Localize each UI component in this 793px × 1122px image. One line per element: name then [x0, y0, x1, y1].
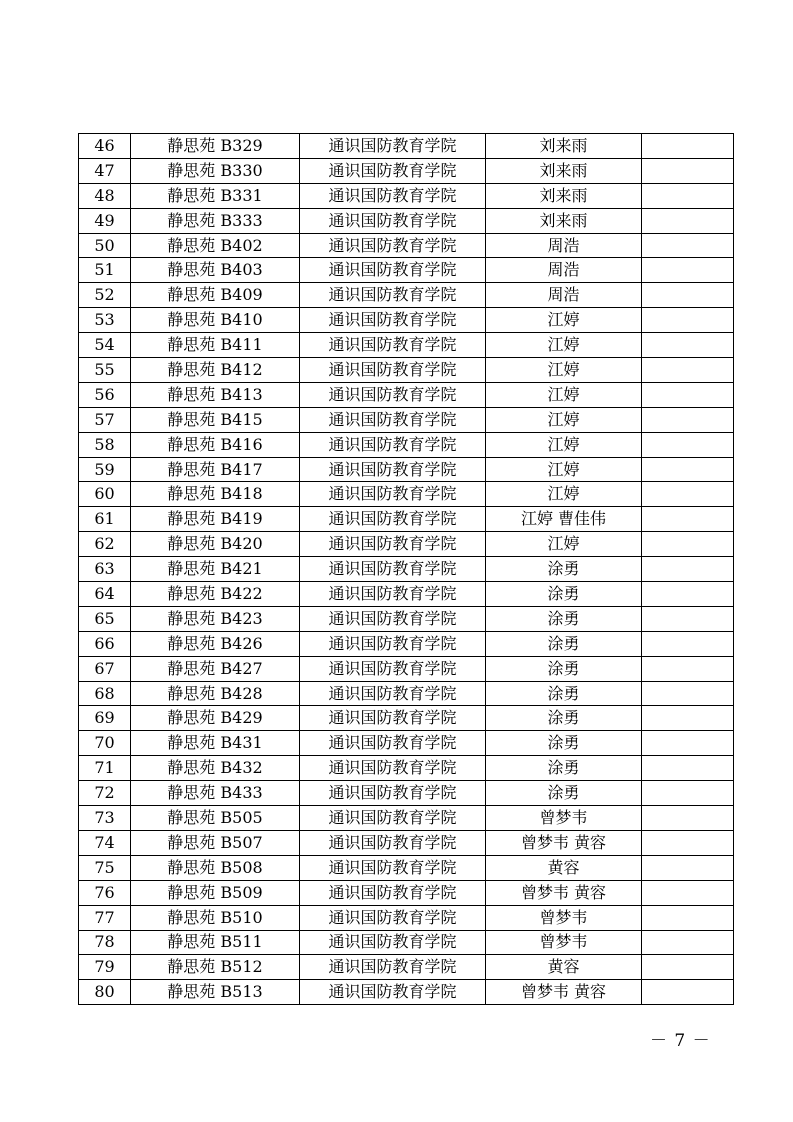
- row-number-cell: 58: [79, 432, 131, 457]
- room-cell: 静思苑 B505: [131, 806, 300, 831]
- teacher-cell: 涂勇: [486, 631, 642, 656]
- room-cell: 静思苑 B509: [131, 880, 300, 905]
- note-cell: [642, 134, 734, 159]
- college-cell: 通识国防教育学院: [300, 432, 486, 457]
- row-number-cell: 63: [79, 557, 131, 582]
- table-row: [79, 532, 734, 557]
- teacher-cell: 刘来雨: [486, 134, 642, 159]
- row-number-cell: 78: [79, 930, 131, 955]
- teacher-cell: 曾梦韦: [486, 930, 642, 955]
- row-number-cell: 68: [79, 681, 131, 706]
- table-row: [79, 781, 734, 806]
- room-cell: 静思苑 B410: [131, 308, 300, 333]
- note-cell: [642, 532, 734, 557]
- note-cell: [642, 706, 734, 731]
- row-number-cell: 57: [79, 407, 131, 432]
- teacher-cell: 涂勇: [486, 781, 642, 806]
- room-cell: 静思苑 B413: [131, 382, 300, 407]
- note-cell: [642, 208, 734, 233]
- room-cell: 静思苑 B427: [131, 656, 300, 681]
- college-cell: 通识国防教育学院: [300, 706, 486, 731]
- row-number-cell: 76: [79, 880, 131, 905]
- note-cell: [642, 283, 734, 308]
- room-cell: 静思苑 B331: [131, 183, 300, 208]
- college-cell: 通识国防教育学院: [300, 208, 486, 233]
- table-row: [79, 731, 734, 756]
- teacher-cell: 江婷: [486, 407, 642, 432]
- row-number-cell: 80: [79, 980, 131, 1005]
- room-cell: 静思苑 B420: [131, 532, 300, 557]
- college-cell: 通识国防教育学院: [300, 855, 486, 880]
- table-row: [79, 208, 734, 233]
- note-cell: [642, 631, 734, 656]
- room-cell: 静思苑 B431: [131, 731, 300, 756]
- room-cell: 静思苑 B416: [131, 432, 300, 457]
- table-row: [79, 283, 734, 308]
- college-cell: 通识国防教育学院: [300, 382, 486, 407]
- teacher-cell: 江婷: [486, 382, 642, 407]
- room-cell: 静思苑 B510: [131, 905, 300, 930]
- college-cell: 通识国防教育学院: [300, 333, 486, 358]
- teacher-cell: 涂勇: [486, 756, 642, 781]
- college-cell: 通识国防教育学院: [300, 183, 486, 208]
- note-cell: [642, 333, 734, 358]
- row-number-cell: 62: [79, 532, 131, 557]
- note-cell: [642, 258, 734, 283]
- college-cell: 通识国防教育学院: [300, 681, 486, 706]
- college-cell: 通识国防教育学院: [300, 656, 486, 681]
- note-cell: [642, 183, 734, 208]
- teacher-cell: 江婷: [486, 482, 642, 507]
- room-cell: 静思苑 B433: [131, 781, 300, 806]
- college-cell: 通识国防教育学院: [300, 507, 486, 532]
- room-cell: 静思苑 B403: [131, 258, 300, 283]
- college-cell: 通识国防教育学院: [300, 830, 486, 855]
- teacher-cell: 江婷: [486, 333, 642, 358]
- college-cell: 通识国防教育学院: [300, 532, 486, 557]
- room-cell: 静思苑 B419: [131, 507, 300, 532]
- table-row: [79, 308, 734, 333]
- table-row: [79, 407, 734, 432]
- college-cell: 通识国防教育学院: [300, 905, 486, 930]
- college-cell: 通识国防教育学院: [300, 731, 486, 756]
- row-number-cell: 65: [79, 606, 131, 631]
- table-row: [79, 333, 734, 358]
- note-cell: [642, 980, 734, 1005]
- teacher-cell: 江婷: [486, 308, 642, 333]
- table-row: [79, 830, 734, 855]
- table-row: [79, 432, 734, 457]
- row-number-cell: 64: [79, 582, 131, 607]
- teacher-cell: 黄容: [486, 855, 642, 880]
- row-number-cell: 61: [79, 507, 131, 532]
- room-cell: 静思苑 B417: [131, 457, 300, 482]
- room-cell: 静思苑 B512: [131, 955, 300, 980]
- table-row: [79, 980, 734, 1005]
- table-row: [79, 806, 734, 831]
- row-number-cell: 46: [79, 134, 131, 159]
- note-cell: [642, 656, 734, 681]
- note-cell: [642, 582, 734, 607]
- college-cell: 通识国防教育学院: [300, 980, 486, 1005]
- teacher-cell: 涂勇: [486, 606, 642, 631]
- teacher-cell: 曾梦韦 黄容: [486, 880, 642, 905]
- note-cell: [642, 781, 734, 806]
- table-row: [79, 258, 734, 283]
- dormitory-assignment-table: [78, 133, 734, 1005]
- college-cell: 通识国防教育学院: [300, 930, 486, 955]
- teacher-cell: 涂勇: [486, 582, 642, 607]
- college-cell: 通识国防教育学院: [300, 557, 486, 582]
- teacher-cell: 江婷: [486, 532, 642, 557]
- row-number-cell: 59: [79, 457, 131, 482]
- row-number-cell: 73: [79, 806, 131, 831]
- table-row: [79, 557, 734, 582]
- table-row: [79, 582, 734, 607]
- teacher-cell: 曾梦韦 黄容: [486, 980, 642, 1005]
- teacher-cell: 刘来雨: [486, 183, 642, 208]
- college-cell: 通识国防教育学院: [300, 358, 486, 383]
- table-body: [79, 134, 734, 1005]
- table-row: [79, 457, 734, 482]
- college-cell: 通识国防教育学院: [300, 582, 486, 607]
- row-number-cell: 71: [79, 756, 131, 781]
- college-cell: 通识国防教育学院: [300, 756, 486, 781]
- teacher-cell: 刘来雨: [486, 208, 642, 233]
- note-cell: [642, 557, 734, 582]
- note-cell: [642, 830, 734, 855]
- row-number-cell: 74: [79, 830, 131, 855]
- teacher-cell: 涂勇: [486, 656, 642, 681]
- table-row: [79, 631, 734, 656]
- table-row: [79, 158, 734, 183]
- note-cell: [642, 905, 734, 930]
- room-cell: 静思苑 B423: [131, 606, 300, 631]
- row-number-cell: 49: [79, 208, 131, 233]
- college-cell: 通识国防教育学院: [300, 606, 486, 631]
- note-cell: [642, 407, 734, 432]
- table-row: [79, 606, 734, 631]
- room-cell: 静思苑 B426: [131, 631, 300, 656]
- table-row: [79, 358, 734, 383]
- note-cell: [642, 681, 734, 706]
- teacher-cell: 刘来雨: [486, 158, 642, 183]
- room-cell: 静思苑 B507: [131, 830, 300, 855]
- row-number-cell: 66: [79, 631, 131, 656]
- note-cell: [642, 606, 734, 631]
- note-cell: [642, 158, 734, 183]
- row-number-cell: 75: [79, 855, 131, 880]
- college-cell: 通识国防教育学院: [300, 233, 486, 258]
- teacher-cell: 江婷: [486, 358, 642, 383]
- row-number-cell: 48: [79, 183, 131, 208]
- note-cell: [642, 482, 734, 507]
- room-cell: 静思苑 B333: [131, 208, 300, 233]
- table-row: [79, 930, 734, 955]
- note-cell: [642, 507, 734, 532]
- college-cell: 通识国防教育学院: [300, 283, 486, 308]
- room-cell: 静思苑 B418: [131, 482, 300, 507]
- teacher-cell: 曾梦韦: [486, 905, 642, 930]
- teacher-cell: 涂勇: [486, 557, 642, 582]
- note-cell: [642, 233, 734, 258]
- row-number-cell: 70: [79, 731, 131, 756]
- teacher-cell: 涂勇: [486, 731, 642, 756]
- college-cell: 通识国防教育学院: [300, 134, 486, 159]
- teacher-cell: 周浩: [486, 283, 642, 308]
- college-cell: 通识国防教育学院: [300, 482, 486, 507]
- teacher-cell: 曾梦韦: [486, 806, 642, 831]
- college-cell: 通识国防教育学院: [300, 158, 486, 183]
- table-row: [79, 756, 734, 781]
- college-cell: 通识国防教育学院: [300, 880, 486, 905]
- row-number-cell: 72: [79, 781, 131, 806]
- note-cell: [642, 855, 734, 880]
- table-row: [79, 183, 734, 208]
- note-cell: [642, 457, 734, 482]
- table-row: [79, 706, 734, 731]
- teacher-cell: 江婷 曹佳伟: [486, 507, 642, 532]
- room-cell: 静思苑 B402: [131, 233, 300, 258]
- teacher-cell: 周浩: [486, 258, 642, 283]
- note-cell: [642, 731, 734, 756]
- row-number-cell: 56: [79, 382, 131, 407]
- row-number-cell: 67: [79, 656, 131, 681]
- table-row: [79, 656, 734, 681]
- row-number-cell: 79: [79, 955, 131, 980]
- table-row: [79, 134, 734, 159]
- table-row: [79, 233, 734, 258]
- room-cell: 静思苑 B508: [131, 855, 300, 880]
- teacher-cell: 周浩: [486, 233, 642, 258]
- room-cell: 静思苑 B411: [131, 333, 300, 358]
- college-cell: 通识国防教育学院: [300, 407, 486, 432]
- room-cell: 静思苑 B511: [131, 930, 300, 955]
- table-row: [79, 880, 734, 905]
- row-number-cell: 52: [79, 283, 131, 308]
- row-number-cell: 77: [79, 905, 131, 930]
- college-cell: 通识国防教育学院: [300, 631, 486, 656]
- note-cell: [642, 358, 734, 383]
- room-cell: 静思苑 B421: [131, 557, 300, 582]
- row-number-cell: 60: [79, 482, 131, 507]
- table-row: [79, 681, 734, 706]
- teacher-cell: 涂勇: [486, 706, 642, 731]
- room-cell: 静思苑 B429: [131, 706, 300, 731]
- table-row: [79, 955, 734, 980]
- note-cell: [642, 756, 734, 781]
- room-cell: 静思苑 B330: [131, 158, 300, 183]
- note-cell: [642, 382, 734, 407]
- note-cell: [642, 930, 734, 955]
- table-row: [79, 507, 734, 532]
- note-cell: [642, 955, 734, 980]
- college-cell: 通识国防教育学院: [300, 781, 486, 806]
- table-row: [79, 905, 734, 930]
- row-number-cell: 50: [79, 233, 131, 258]
- teacher-cell: 曾梦韦 黄容: [486, 830, 642, 855]
- note-cell: [642, 806, 734, 831]
- room-cell: 静思苑 B432: [131, 756, 300, 781]
- college-cell: 通识国防教育学院: [300, 955, 486, 980]
- room-cell: 静思苑 B428: [131, 681, 300, 706]
- table-row: [79, 855, 734, 880]
- college-cell: 通识国防教育学院: [300, 308, 486, 333]
- page-number: － 7 －: [650, 1031, 711, 1051]
- college-cell: 通识国防教育学院: [300, 806, 486, 831]
- row-number-cell: 53: [79, 308, 131, 333]
- row-number-cell: 51: [79, 258, 131, 283]
- teacher-cell: 江婷: [486, 457, 642, 482]
- row-number-cell: 54: [79, 333, 131, 358]
- room-cell: 静思苑 B422: [131, 582, 300, 607]
- table-row: [79, 482, 734, 507]
- table-row: [79, 382, 734, 407]
- note-cell: [642, 432, 734, 457]
- teacher-cell: 黄容: [486, 955, 642, 980]
- college-cell: 通识国防教育学院: [300, 258, 486, 283]
- teacher-cell: 江婷: [486, 432, 642, 457]
- note-cell: [642, 880, 734, 905]
- room-cell: 静思苑 B513: [131, 980, 300, 1005]
- room-cell: 静思苑 B415: [131, 407, 300, 432]
- row-number-cell: 69: [79, 706, 131, 731]
- room-cell: 静思苑 B329: [131, 134, 300, 159]
- room-cell: 静思苑 B409: [131, 283, 300, 308]
- row-number-cell: 55: [79, 358, 131, 383]
- college-cell: 通识国防教育学院: [300, 457, 486, 482]
- note-cell: [642, 308, 734, 333]
- row-number-cell: 47: [79, 158, 131, 183]
- room-cell: 静思苑 B412: [131, 358, 300, 383]
- teacher-cell: 涂勇: [486, 681, 642, 706]
